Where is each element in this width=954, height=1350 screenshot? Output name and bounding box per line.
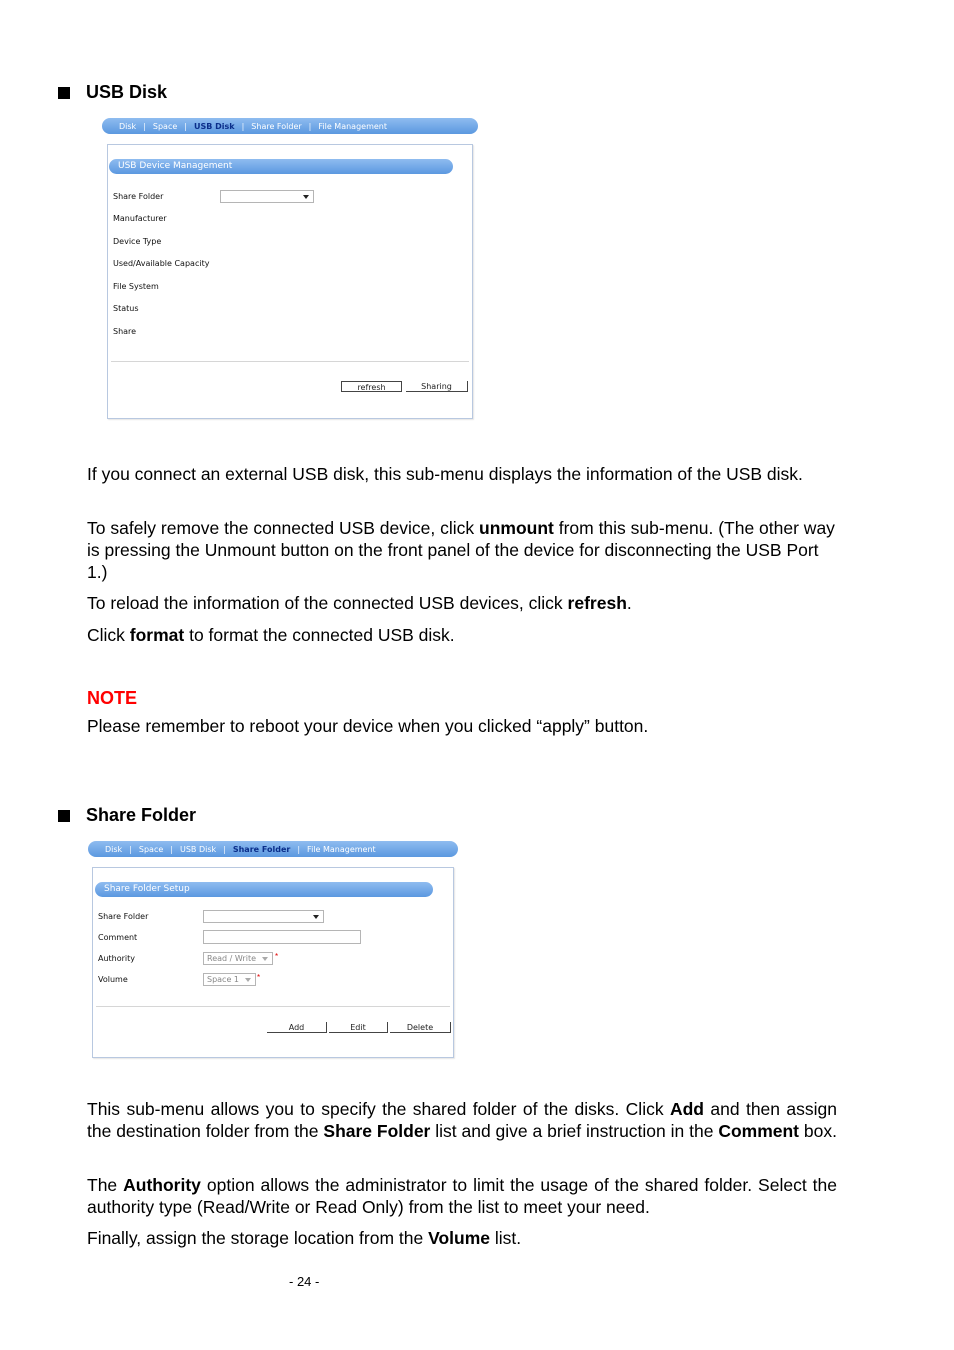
comment-input[interactable] (203, 930, 361, 944)
field-label-manufacturer: Manufacturer (113, 214, 167, 223)
tab-disk[interactable]: Disk (105, 844, 123, 854)
share-paragraph-3: Finally, assign the storage location from the Volume list. (87, 1228, 522, 1248)
authority-select[interactable]: Read / Write (203, 952, 273, 965)
tab-space[interactable]: Space (152, 121, 178, 131)
usb-disk-heading: USB Disk (58, 82, 167, 103)
tab-file-management[interactable]: File Management (318, 121, 387, 131)
field-label-file-system: File System (113, 282, 159, 291)
chevron-down-icon (245, 978, 251, 982)
share-paragraph-1: This sub-menu allows you to specify the shared folder of the disks. Click Add and then assign the destination folder from the Share Folder list and give a brief instruction in the Comment box. (87, 1099, 837, 1141)
field-label-device-type: Device Type (113, 237, 162, 246)
delete-button[interactable]: Delete (390, 1022, 451, 1033)
share-tab-bar: Disk | Space | USB Disk | Share Folder | File Management (88, 841, 458, 857)
edit-button[interactable]: Edit (329, 1022, 388, 1033)
page-number: - 24 - (289, 1274, 320, 1289)
share-folder-select[interactable] (220, 190, 314, 203)
field-label-volume: Volume (98, 975, 128, 984)
usb-tab-bar: Disk | Space | USB Disk | Share Folder | File Management (102, 118, 478, 134)
required-marker: * (275, 952, 279, 961)
note-title: NOTE (87, 688, 138, 708)
usb-paragraph-1: If you connect an external USB disk, this sub-menu displays the information of the USB disk. (87, 464, 803, 484)
chevron-down-icon (313, 915, 319, 919)
field-label-share-folder: Share Folder (113, 192, 164, 201)
chevron-down-icon (303, 195, 309, 199)
refresh-button[interactable]: refresh (341, 381, 402, 392)
square-bullet-icon (58, 87, 70, 99)
add-button[interactable]: Add (267, 1022, 327, 1033)
tab-share-folder[interactable]: Share Folder (251, 121, 302, 131)
usb-device-panel (107, 144, 473, 419)
field-label-capacity: Used/Available Capacity (113, 259, 210, 268)
field-label-share-folder: Share Folder (98, 912, 149, 921)
usb-paragraph-3: To reload the information of the connected USB devices, click refresh. (87, 593, 632, 613)
field-label-comment: Comment (98, 933, 138, 942)
divider (96, 1006, 450, 1007)
share-folder-select[interactable] (203, 910, 324, 923)
share-folder-panel (92, 867, 454, 1058)
chevron-down-icon (262, 957, 268, 961)
divider (111, 361, 469, 362)
usb-paragraph-4: Click format to format the connected USB disk. (87, 625, 455, 645)
tab-usb-disk[interactable]: USB Disk (179, 844, 217, 854)
tab-disk[interactable]: Disk (119, 121, 137, 131)
usb-panel-title: USB Device Management (109, 159, 453, 174)
square-bullet-icon (58, 810, 70, 822)
required-marker: * (257, 973, 261, 982)
share-folder-heading: Share Folder (58, 805, 196, 826)
share-paragraph-2: The Authority option allows the administrator to limit the usage of the shared folder. Select the authority type (Read/Write or Read Only) from the list to meet your need. (87, 1175, 837, 1217)
volume-select[interactable]: Space 1 (203, 973, 256, 986)
note-text: Please remember to reboot your device when you clicked “apply” button. (87, 716, 649, 736)
field-label-authority: Authority (98, 954, 136, 963)
sharing-button[interactable]: Sharing (406, 381, 468, 392)
tab-space[interactable]: Space (138, 844, 164, 854)
usb-paragraph-2: To safely remove the connected USB device, click unmount from this sub-menu. (The other way is pressing the Unmount button on the front panel of the device for disconnecting the USB Port 1.) (87, 518, 835, 582)
tab-usb-disk[interactable]: USB Disk (193, 121, 235, 131)
share-panel-title: Share Folder Setup (95, 882, 433, 897)
field-label-share: Share (113, 327, 137, 336)
tab-file-management[interactable]: File Management (307, 844, 376, 854)
tab-share-folder[interactable]: Share Folder (232, 844, 291, 854)
field-label-status: Status (113, 304, 139, 313)
